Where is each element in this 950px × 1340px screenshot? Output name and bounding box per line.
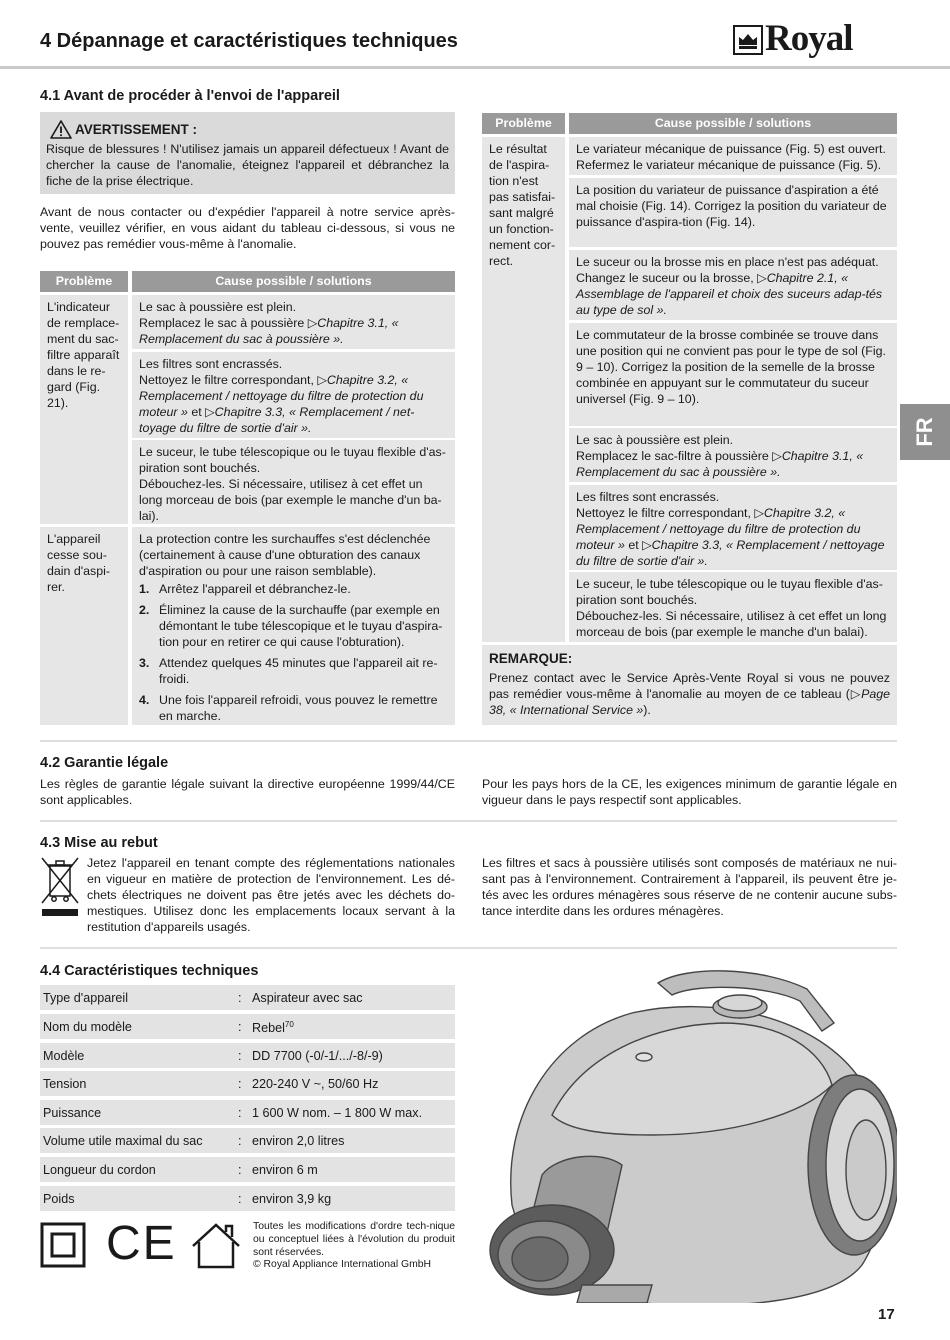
- arrow-ref-icon: ▷: [642, 538, 652, 552]
- col-header-cause: Cause possible / solutions: [132, 271, 455, 292]
- warranty-left: Les règles de garantie légale suivant la directive européenne 1999/44/CE sont applicables.: [40, 777, 455, 807]
- cause-text: Le suceur, le tube télescopique ou le tuyau flexible d'as-piration sont bouchés.: [139, 445, 446, 475]
- step-item: [139, 581, 448, 597]
- cause-cell: [569, 485, 897, 570]
- language-tab[interactable]: [900, 404, 950, 460]
- step-text: Arrêtez l'appareil et débranchez-le.: [159, 582, 351, 596]
- step-item: [139, 602, 448, 650]
- spec-value: environ 2,0 litres: [252, 1133, 345, 1148]
- cause-text: [576, 254, 890, 318]
- remark-title: REMARQUE:: [489, 651, 573, 666]
- col-header-problem: Problème: [40, 271, 128, 292]
- section-divider: [40, 947, 897, 949]
- arrow-ref-icon: ▷: [757, 271, 767, 285]
- spec-colon: :: [238, 1191, 242, 1206]
- crown-icon: [733, 25, 763, 55]
- spec-value: DD 7700 (-0/-1/.../-8/-9): [252, 1048, 383, 1063]
- spec-row: [40, 1128, 455, 1153]
- arrow-ref-icon: ▷: [205, 405, 215, 419]
- ce-mark-icon: CE: [106, 1217, 177, 1270]
- step-item: [139, 655, 448, 687]
- chapter-ref-link[interactable]: Chapitre 2.1, « Assemblage de l'appareil et choix des suceurs adap-tés au type de sol ».: [576, 271, 883, 317]
- problem-cell-indicator: [40, 295, 128, 524]
- step-number: 1.: [139, 582, 150, 596]
- spec-colon: :: [238, 1076, 242, 1091]
- modification-note: Toutes les modifications d'ordre tech-nique ou conceptuel liées à l'évolution du produit sont réservées.: [253, 1221, 455, 1258]
- cause-text: Les filtres sont encrassés.: [576, 490, 720, 504]
- header-rule: [0, 66, 950, 69]
- warning-title-row: [50, 120, 449, 139]
- step-number: 4.: [139, 693, 150, 707]
- col-header-cause: Cause possible / solutions: [569, 113, 897, 134]
- cause-text: Le sac à poussière est plein.: [576, 433, 734, 447]
- step-text: Éliminez la cause de la surchauffe (par exemple en démontant le tube télescopique et le tuyau d'aspira-tion pour en retirer ce qui cause l'obturation).: [159, 603, 443, 649]
- spec-value: environ 3,9 kg: [252, 1191, 332, 1206]
- arrow-ref-icon: ▷: [849, 687, 862, 701]
- spec-row: [40, 1100, 455, 1125]
- spec-label: Modèle: [43, 1048, 85, 1063]
- section-divider: [40, 820, 897, 822]
- spec-row: [40, 1186, 455, 1211]
- cause-cell: [569, 250, 897, 320]
- vacuum-cleaner-illustration: [482, 965, 897, 1303]
- cause-cell: [132, 295, 455, 349]
- page-title: 4 Dépannage et caractéristiques techniques: [40, 30, 458, 52]
- cause-cell: [569, 428, 897, 482]
- brand-name: Royal: [765, 18, 853, 59]
- step-number: 2.: [139, 603, 150, 617]
- spec-label: Type d'appareil: [43, 990, 129, 1005]
- spec-row: [40, 1071, 455, 1096]
- spec-value: 1 600 W nom. – 1 800 W max.: [252, 1105, 423, 1120]
- warning-title: AVERTISSEMENT :: [75, 121, 198, 137]
- step-item: [139, 692, 448, 724]
- cause-cell: [132, 352, 455, 438]
- section-4-1-title: 4.1 Avant de procéder à l'envoi de l'appareil: [40, 88, 340, 104]
- cause-text: Les filtres sont encrassés.: [139, 357, 283, 371]
- cause-text: [576, 505, 890, 569]
- spec-label: Poids: [43, 1191, 75, 1206]
- remark-text: [489, 670, 890, 718]
- spec-row: [40, 1043, 455, 1068]
- col-header-problem: Problème: [482, 113, 565, 134]
- cause-text-part: et: [624, 538, 643, 552]
- warranty-right: Pour les pays hors de la CE, les exigences minimum de garantie légale en vigueur dans le pays respectif sont applicables.: [482, 777, 897, 807]
- language-tab-label: FR: [912, 417, 937, 447]
- spec-label: Tension: [43, 1076, 87, 1091]
- double-insulation-icon: [40, 1222, 86, 1268]
- problem-cell-poor-suction: [482, 137, 565, 642]
- cause-cell: [569, 572, 897, 642]
- section-divider: [40, 740, 897, 742]
- arrow-ref-icon: ▷: [754, 506, 764, 520]
- spec-colon: :: [238, 1162, 242, 1177]
- remark-box: [482, 645, 897, 725]
- cause-text: Le suceur, le tube télescopique ou le tuyau flexible d'as-piration sont bouchés.: [576, 577, 883, 607]
- cause-text: Débouchez-les. Si nécessaire, utilisez à cet effet un long morceau de bois (par exemple le manche d'un ba-lai).: [139, 477, 442, 523]
- spec-label: Nom du modèle: [43, 1019, 132, 1034]
- step-number: 3.: [139, 656, 150, 670]
- step-text: Une fois l'appareil refroidi, vous pouvez le remettre en marche.: [159, 693, 438, 723]
- chapter-ref-link[interactable]: Chapitre 3.2, « Remplacement / nettoyage du filtre de protection du moteur »: [139, 373, 424, 419]
- spec-value-text: Rebel: [252, 1021, 285, 1036]
- cause-text: [139, 372, 448, 436]
- spec-row: [40, 1014, 455, 1039]
- indoor-use-house-icon: [190, 1222, 242, 1270]
- cause-text-part: Nettoyez le filtre correspondant,: [139, 373, 318, 387]
- weee-bin-icon: [40, 856, 80, 918]
- arrow-ref-icon: ▷: [307, 316, 318, 330]
- warning-box: [40, 112, 455, 194]
- cause-text: Le sac à poussière est plein.: [139, 300, 297, 314]
- cause-text: Débouchez-les. Si nécessaire, utilisez à cet effet un long morceau de bois (par exemple le manche d'un balai).: [576, 609, 887, 639]
- cause-cell: [569, 178, 897, 247]
- cause-text: [139, 315, 448, 347]
- cause-text-part: et: [187, 405, 206, 419]
- spec-value: 220-240 V ~, 50/60 Hz: [252, 1076, 379, 1091]
- spec-value: environ 6 m: [252, 1162, 318, 1177]
- steps-list: [139, 581, 448, 724]
- cause-text: Le variateur mécanique de puissance (Fig. 5) est ouvert. Refermez le variateur mécanique de puissance (Fig. 5).: [576, 142, 886, 172]
- cause-text: La protection contre les surchauffes s'est déclenchée (certainement à cause d'une obturation des canaux d'aspiration ou pour une raison semblable).: [139, 532, 431, 578]
- chapter-ref-link[interactable]: Chapitre 3.2, « Remplacement / nettoyage du filtre de protection du moteur »: [576, 506, 861, 552]
- royal-logo: [733, 18, 899, 59]
- spec-label: Volume utile maximal du sac: [43, 1133, 203, 1148]
- problem-text: L'appareil cesse sou-dain d'aspi-rer.: [47, 532, 110, 594]
- chapter-ref-link[interactable]: Chapitre 3.3, « Remplacement / nettoyage du filtre de sortie d'air ».: [576, 538, 885, 568]
- chapter-ref-link[interactable]: Chapitre 3.1, « Remplacement du sac à poussière ».: [139, 316, 399, 346]
- problem-text: Le résultat de l'aspira-tion n'est pas satisfai-sant malgré un fonction-nement cor-rect.: [489, 142, 556, 268]
- spec-value-sup: 70: [284, 1019, 294, 1029]
- warning-triangle-icon: [50, 120, 72, 139]
- section-4-3-title: 4.3 Mise au rebut: [40, 835, 158, 851]
- cause-cell: [569, 137, 897, 175]
- spec-colon: :: [238, 990, 242, 1005]
- cause-text-part: Remplacez le sac-filtre à poussière: [576, 449, 773, 463]
- section-4-2-title: 4.2 Garantie légale: [40, 755, 169, 771]
- cause-text-part: Le suceur ou la brosse mis en place n'est pas adéquat. Changez le suceur ou la brosse,: [576, 255, 879, 285]
- spec-colon: :: [238, 1133, 242, 1148]
- cause-text: [576, 448, 890, 480]
- spec-label: Puissance: [43, 1105, 102, 1120]
- remark-text-part: Prenez contact avec le Service Après-Vente Royal si vous ne pouvez pas remédier vous-même à l'anomalie au moyen de ce tableau (: [489, 671, 890, 701]
- spec-colon: :: [238, 1105, 242, 1120]
- spec-colon: :: [238, 1019, 242, 1034]
- spec-value: Aspirateur avec sac: [252, 990, 363, 1005]
- intro-paragraph: Avant de nous contacter ou d'expédier l'appareil à notre service après-vente, veuillez vérifier, en vous aidant du tableau ci-dessous, si vous ne pouvez pas remédier vous-même à l'anomalie.: [40, 205, 455, 251]
- spec-colon: :: [238, 1048, 242, 1063]
- section-4-4-title: 4.4 Caractéristiques techniques: [40, 963, 259, 979]
- disposal-left: Jetez l'appareil en tenant compte des réglementations nationales en vigueur en matière de protection de l'environnement. Les dé-chets électriques ne doivent pas être jetés avec les déchets do-mestiques. Utilisez donc les emplacements locaux servant à la restitution d'appareils usagés.: [87, 856, 455, 934]
- cause-text: La position du variateur de puissance d'aspiration a été mal choisie (Fig. 14). Corrigez la position du variateur de puissance d'aspira-tion (Fig. 14).: [576, 183, 887, 229]
- remark-text-part: ).: [643, 703, 651, 717]
- cause-cell: [132, 440, 455, 524]
- spec-value: [252, 1017, 455, 1036]
- cause-text-part: Remplacez le sac à poussière: [139, 316, 308, 330]
- cause-text: Le commutateur de la brosse combinée se trouve dans une position qui ne convient pas pour le type de sol (Fig. 9 – 10). Corrigez la position de la semelle de la brosse combinée en appuyant sur le commutateur du suceur universel (Fig. 9 – 10).: [576, 328, 886, 406]
- problem-text: L'indicateur de remplace-ment du sac-filtre apparaît dans le re-gard (Fig. 21).: [47, 300, 120, 410]
- spec-row: [40, 985, 455, 1010]
- disposal-right: Les filtres et sacs à poussière utilisés sont composés de matériaux ne nui-sant pas à l'environnement. Contrairement à l'appareil, ils peuvent être je-tés avec les ordures ménagères sous réserve de ne contenir aucune subs-tance interdite dans les ordures ménagères.: [482, 856, 897, 918]
- arrow-ref-icon: ▷: [317, 373, 327, 387]
- cause-cell: [569, 323, 897, 426]
- copyright-note: © Royal Appliance International GmbH: [253, 1259, 432, 1270]
- page-ref-link[interactable]: Page 38, « International Service »: [489, 687, 891, 717]
- chapter-ref-link[interactable]: Chapitre 3.1, « Remplacement du sac à poussière ».: [576, 449, 864, 479]
- step-text: Attendez quelques 45 minutes que l'appareil ait re-froidi.: [159, 656, 438, 686]
- warning-text: Risque de blessures ! N'utilisez jamais un appareil défectueux ! Avant de chercher la cause de l'anomalie, éteignez l'appareil et débranchez la fiche de la prise électrique.: [46, 142, 449, 188]
- arrow-ref-icon: ▷: [772, 449, 782, 463]
- cause-text-part: Nettoyez le filtre correspondant,: [576, 506, 755, 520]
- spec-row: [40, 1157, 455, 1182]
- problem-cell-stops: [40, 527, 128, 725]
- page-number: 17: [878, 1306, 895, 1323]
- cause-cell-overheat: [132, 527, 455, 725]
- spec-label: Longueur du cordon: [43, 1162, 156, 1177]
- chapter-ref-link[interactable]: Chapitre 3.3, « Remplacement / net-toyage du filtre de sortie d'air ».: [139, 405, 415, 435]
